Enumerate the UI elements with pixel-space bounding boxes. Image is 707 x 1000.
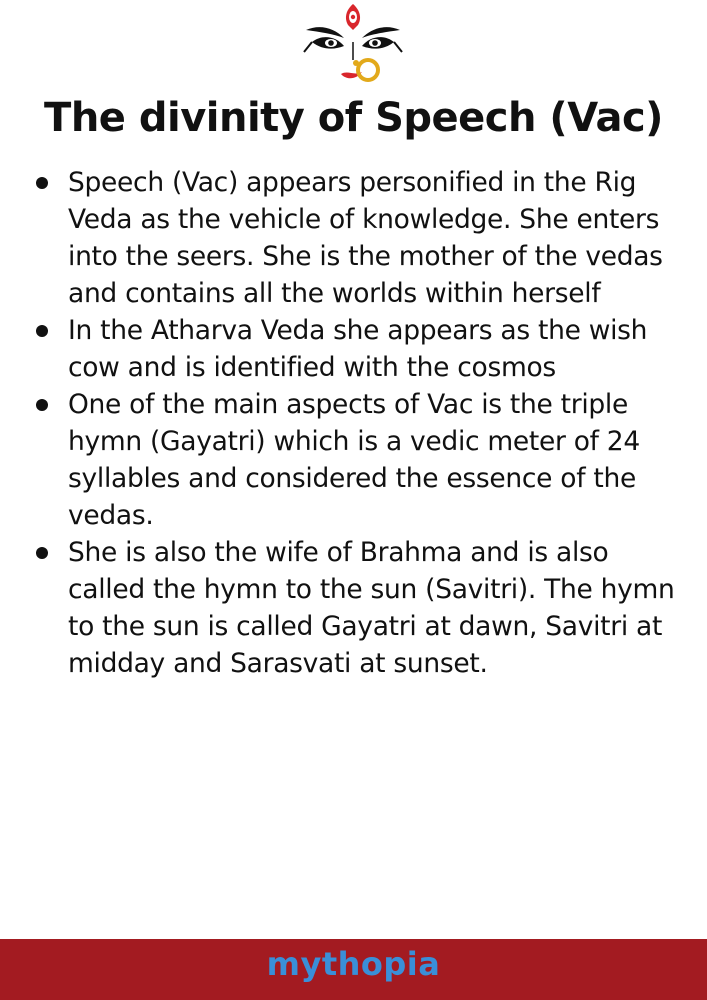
bullet-icon (36, 547, 48, 559)
logo (298, 0, 408, 92)
footer-bar (0, 939, 707, 1000)
bullet-icon (36, 177, 48, 189)
brand-logo-text: mythopia (266, 945, 441, 983)
page-title: The divinity of Speech (Vac) (44, 95, 663, 141)
list-item (0, 386, 707, 534)
goddess-face-icon (298, 0, 408, 92)
list-item (0, 164, 707, 312)
list-item-text: She is also the wife of Brahma and is also called the hymn to the sun (Savitri). The hymn to the sun is called Gayatri at dawn, Savitri at midday and Sarasvati at sunset. (68, 537, 675, 679)
list-item-text: One of the main aspects of Vac is the triple hymn (Gayatri) which is a vedic meter of 24 syllables and considered the essence of the vedas. (68, 389, 640, 531)
list-item (0, 534, 707, 682)
list-item-text: In the Atharva Veda she appears as the wish cow and is identified with the cosmos (68, 315, 648, 383)
bullet-icon (36, 325, 48, 337)
bullet-list (0, 164, 707, 682)
list-item-text: Speech (Vac) appears personified in the Rig Veda as the vehicle of knowledge. She enters into the seers. She is the mother of the vedas and contains all the worlds within herself (68, 167, 663, 309)
bullet-icon (36, 399, 48, 411)
list-item (0, 312, 707, 386)
